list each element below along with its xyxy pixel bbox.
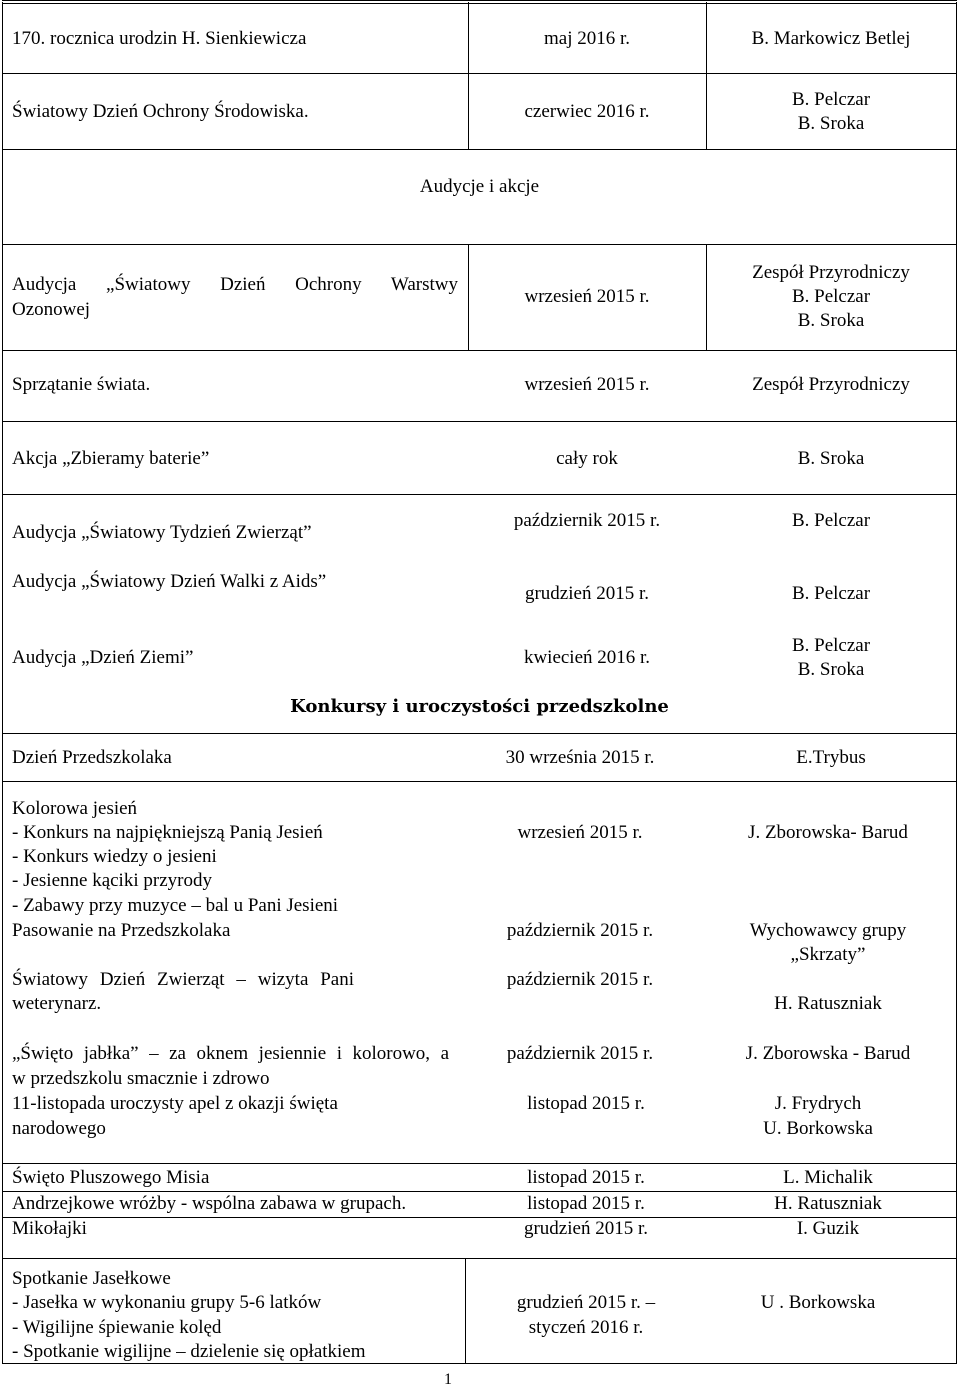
person-cell: B. Pelczar [791,510,871,531]
date-cell: listopad 2015 r. [527,1093,645,1114]
row-divider [2,733,957,734]
event-cell: Światowy Dzień Zwierząt – wizyta Pani [12,969,354,990]
event-cell: Dzień Przedszkolaka [12,747,172,768]
event-cell: Światowy Dzień Ochrony Środowiska. [12,101,309,122]
date-cell: cały rok [556,448,618,469]
date-cell: wrzesień 2015 r. [524,374,650,395]
person-cell: B. Pelczar [791,583,871,604]
event-cell: 11-listopada uroczysty apel z okazji święta [12,1093,338,1114]
row-divider [2,494,957,495]
event-cell: Mikołajki [12,1218,87,1239]
event-cell: „Święto jabłka” – za oknem jesiennie i kolorowo, a [12,1043,449,1064]
table-border-left [2,2,3,1363]
date-cell: grudzień 2015 r. [524,583,649,604]
row-divider [2,1163,957,1164]
date-cell: październik 2015 r. [506,920,654,941]
event-cell: Andrzejkowe wróżby - wspólna zabawa w grupach. [12,1193,407,1214]
column-divider [468,2,469,149]
page-number: 1 [444,1371,452,1388]
date-cell: 30 września 2015 r. [505,747,655,768]
date-cell: styczeń 2016 r. [528,1317,644,1338]
date-cell: grudzień 2015 r. [523,1218,648,1239]
person-cell: B. Pelczar [791,89,871,110]
row-divider [2,350,957,351]
date-cell: kwiecień 2016 r. [523,647,651,668]
row-divider [2,244,957,245]
person-cell: B. Pelczar [791,286,871,307]
person-cell: H. Ratuszniak [774,993,882,1014]
event-cell: weterynarz. [12,993,102,1014]
person-cell: Zespół Przyrodniczy [752,262,910,283]
row-divider [2,781,957,782]
person-cell: B. Sroka [797,113,865,134]
date-cell: grudzień 2015 r. – [516,1292,656,1313]
section-heading: Konkursy i uroczystości przedszkolne [290,696,669,717]
event-cell: Ozonowej [12,299,91,320]
person-cell: B. Sroka [797,448,865,469]
row-divider [2,421,957,422]
person-cell: „Skrzaty” [790,944,866,965]
date-cell: wrzesień 2015 r. [517,822,643,843]
date-cell: październik 2015 r. [513,510,661,531]
event-cell: - Jasełka w wykonaniu grupy 5-6 latków [12,1292,322,1313]
person-cell: J. Zborowska- Barud [748,822,908,843]
event-cell: Audycja „Światowy Tydzień Zwierząt” [12,522,312,543]
event-cell: 170. rocznica urodzin H. Sienkiewicza [12,28,307,49]
person-cell: B. Sroka [797,310,865,331]
event-cell: Spotkanie Jasełkowe [12,1268,171,1289]
event-cell: Audycja „Dzień Ziemi” [12,647,194,668]
person-cell: B. Markowicz Betlej [751,28,911,49]
date-cell: listopad 2015 r. [527,1193,645,1214]
person-cell: I. Guzik [796,1218,860,1239]
person-cell: U. Borkowska [763,1118,873,1139]
column-divider [706,2,707,149]
event-cell: - Jesienne kąciki przyrody [12,870,212,891]
person-cell: J. Frydrych [774,1093,862,1114]
event-cell: Audycja „Światowy Dzień Ochrony Warstwy [12,274,458,295]
column-divider [706,244,707,350]
event-cell: w przedszkolu smacznie i zdrowo [12,1068,270,1089]
row-divider [2,0,957,4]
event-cell: narodowego [12,1118,106,1139]
person-cell: L. Michalik [783,1167,873,1188]
table-border-right [956,2,957,1363]
column-divider [468,244,469,350]
person-cell: B. Pelczar [791,635,871,656]
event-cell: Audycja „Światowy Dzień Walki z Aids” [12,571,327,592]
event-cell: - Spotkanie wigilijne – dzielenie się opłatkiem [12,1341,366,1362]
date-cell: październik 2015 r. [506,969,654,990]
person-cell: E.Trybus [796,747,866,768]
person-cell: B. Sroka [797,659,865,680]
section-heading: Audycje i akcje [419,176,540,197]
row-divider [2,1258,957,1259]
event-cell: - Konkurs na najpiękniejszą Panią Jesień [12,822,323,843]
date-cell: październik 2015 r. [506,1043,654,1064]
event-cell: Akcja „Zbieramy baterie” [12,448,210,469]
event-cell: Pasowanie na Przedszkolaka [12,920,231,941]
event-cell: Sprzątanie świata. [12,374,151,395]
person-cell: Zespół Przyrodniczy [752,374,910,395]
event-cell: - Wigilijne śpiewanie kolęd [12,1317,222,1338]
date-cell: maj 2016 r. [543,28,631,49]
date-cell: wrzesień 2015 r. [524,286,650,307]
person-cell: Wychowawcy grupy [749,920,907,941]
event-cell: - Zabawy przy muzyce – bal u Pani Jesieni [12,895,339,916]
event-cell: Kolorowa jesień [12,798,138,819]
event-cell: Święto Pluszowego Misia [12,1167,210,1188]
person-cell: J. Zborowska - Barud [745,1043,911,1064]
event-cell: - Konkurs wiedzy o jesieni [12,846,217,867]
person-cell: H. Ratuszniak [774,1193,882,1214]
row-divider [2,149,957,150]
date-cell: czerwiec 2016 r. [524,101,650,122]
person-cell: U . Borkowska [760,1292,876,1313]
row-divider [2,73,957,74]
date-cell: listopad 2015 r. [527,1167,645,1188]
